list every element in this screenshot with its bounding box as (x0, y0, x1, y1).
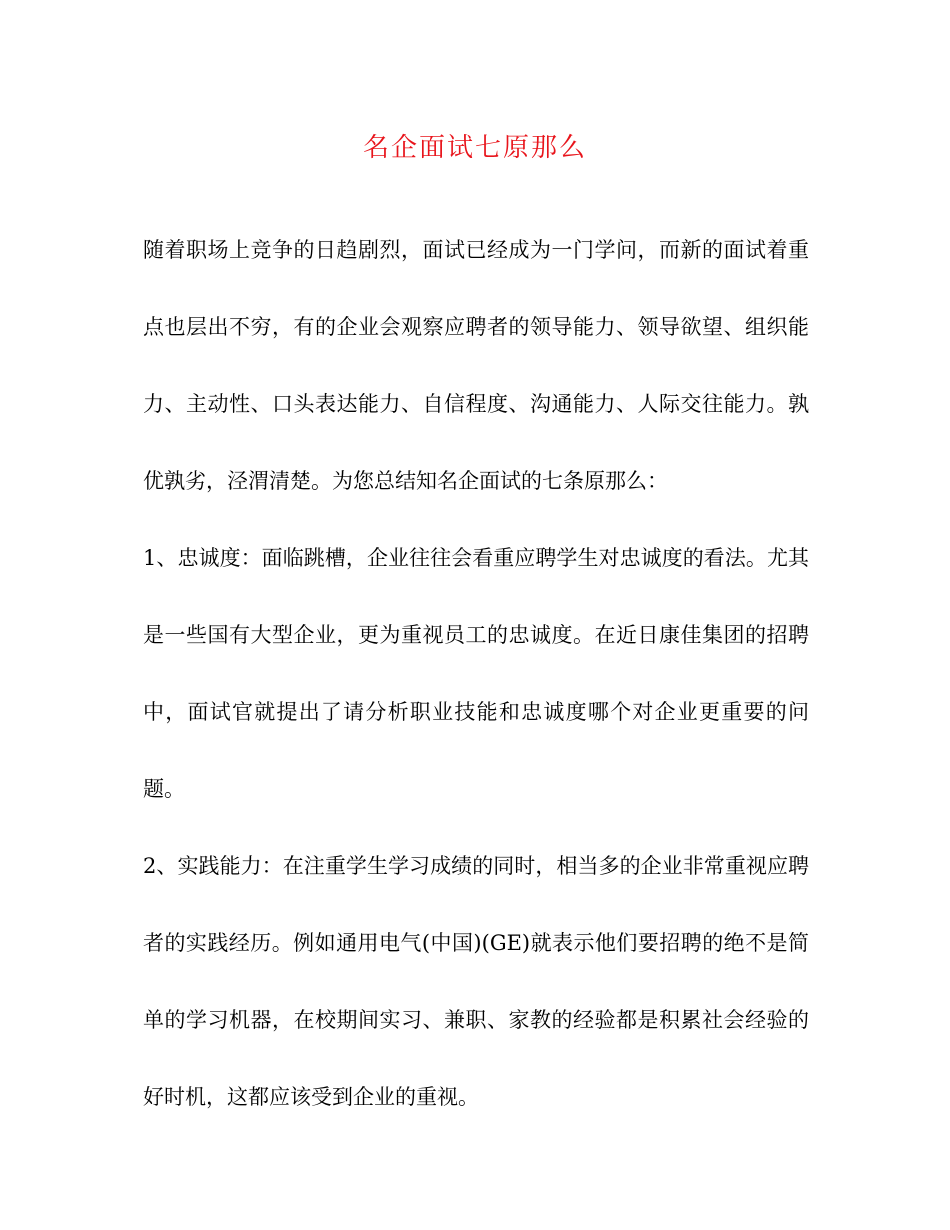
paragraph-practice: 2、实践能力：在注重学生学习成绩的同时，相当多的企业非常重视应聘者的实践经历。例如通用电气(中国)(GE)就表示他们要招聘的绝不是简单的学习机器，在校期间实习、兼职、家教的经验都是积累社会经验的好时机，这都应该受到企业的重视。 (143, 854, 809, 1109)
document-body (143, 212, 809, 1136)
paragraph-intro: 随着职场上竞争的日趋剧烈，面试已经成为一门学问，而新的面试着重点也层出不穷，有的企业会观察应聘者的领导能力、领导欲望、组织能力、主动性、口头表达能力、自信程度、沟通能力、人际交往能力。孰优孰劣，泾渭清楚。为您总结知名企面试的七条原那么： (143, 238, 809, 493)
document-title: 名企面试七原那么 (362, 133, 587, 163)
paragraph-loyalty: 1、忠诚度：面临跳槽，企业往往会看重应聘学生对忠诚度的看法。尤其是一些国有大型企业，更为重视员工的忠诚度。在近日康佳集团的招聘中，面试官就提出了请分析职业技能和忠诚度哪个对企业更重要的问题。 (143, 546, 809, 801)
